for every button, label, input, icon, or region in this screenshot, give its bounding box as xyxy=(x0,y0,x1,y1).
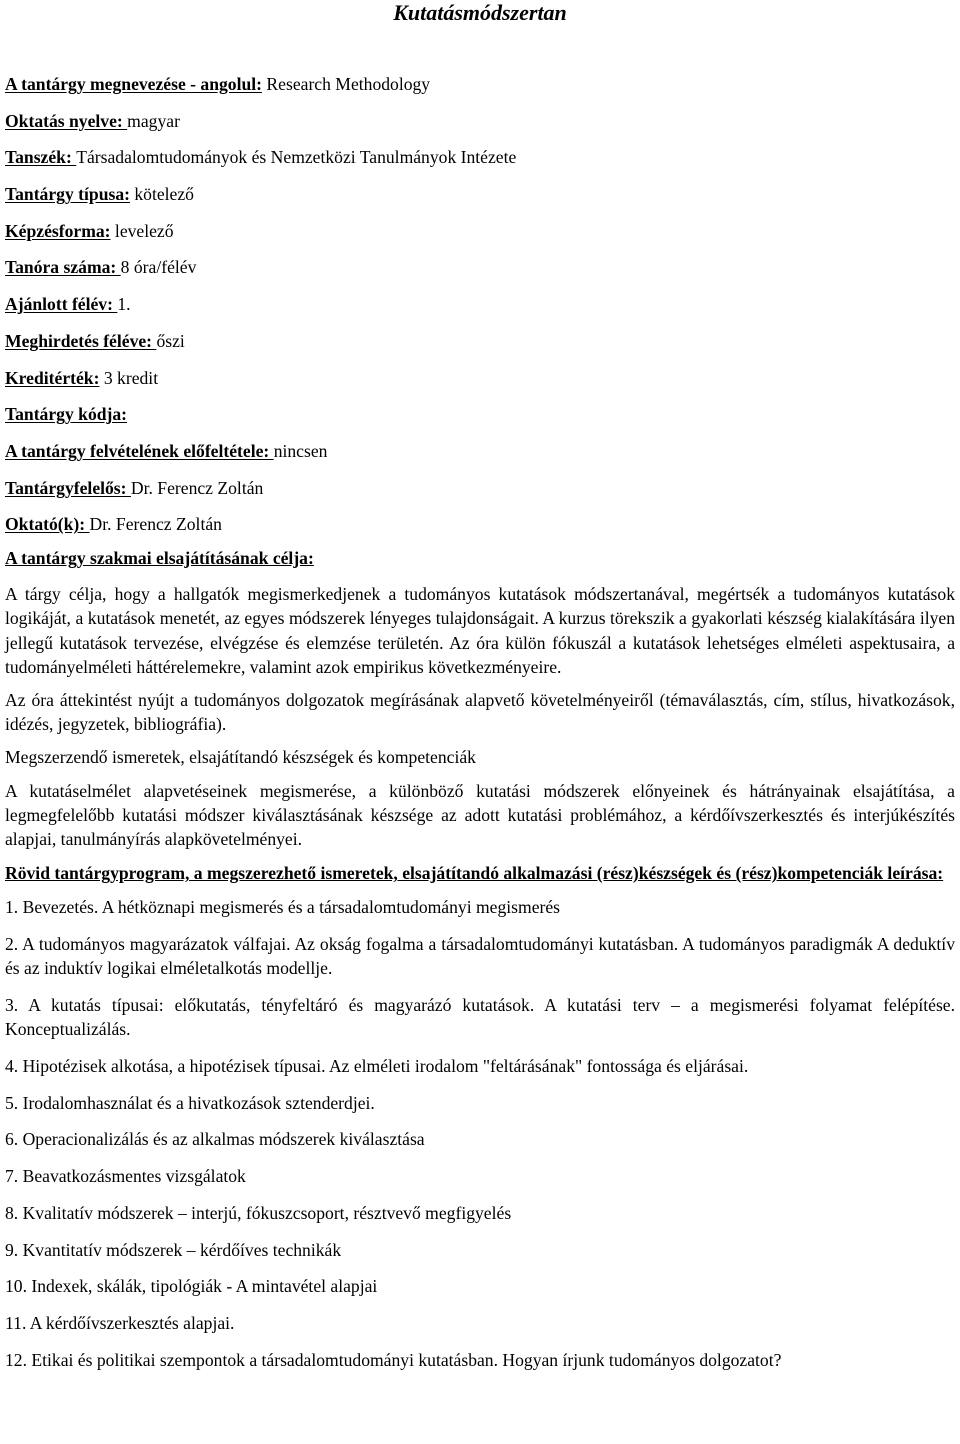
meta-value: kötelező xyxy=(129,184,194,205)
document-title: Kutatásmódszertan xyxy=(393,0,567,25)
meta-label: Tantárgyfelelős: xyxy=(5,477,131,498)
document-content xyxy=(0,72,960,1372)
meta-row-responsible xyxy=(5,476,955,513)
meta-value: őszi xyxy=(156,330,185,351)
meta-value: 8 óra/félév xyxy=(120,257,197,278)
meta-value: 3 kredit xyxy=(99,367,159,388)
competence-heading: Megszerzendő ismeretek, elsajátítandó készségek és kompetenciák xyxy=(5,747,476,768)
list-item: 10. Indexek, skálák, tipológiák - A mintavétel alapjai xyxy=(5,1276,378,1297)
meta-value: Dr. Ferencz Zoltán xyxy=(130,477,264,498)
meta-row-hours xyxy=(5,255,955,292)
meta-label: Oktatás nyelve: xyxy=(5,110,128,131)
meta-value: Dr. Ferencz Zoltán xyxy=(89,514,222,535)
list-item: 3. A kutatás típusai: előkutatás, tényfeltáró és magyarázó kutatások. A kutatási terv – a megismerési folyamat felépítése. Konceptualizálás. xyxy=(5,995,955,1040)
meta-label: Képzésforma: xyxy=(5,220,111,241)
meta-value: nincsen xyxy=(273,440,328,461)
course-metadata xyxy=(5,72,955,546)
list-item: 2. A tudományos magyarázatok válfajai. Az okság fogalma a társadalomtudományi kutatásban. A tudományos paradigmák A deduktív és az induktív logikai elméletalkotás modellje. xyxy=(5,934,955,979)
list-item: 6. Operacionalizálás és az alkalmas módszerek kiválasztása xyxy=(5,1129,425,1150)
meta-row-instructor xyxy=(5,512,955,546)
meta-value: magyar xyxy=(127,110,180,131)
meta-label: Tantárgy típusa: xyxy=(5,184,130,205)
competence-paragraph: A kutatáselmélet alapvetéseinek megismerése, a különböző kutatási módszerek előnyeinek és hátrányainak elsajátítása, a legmegfelelőbb kutatási módszer kiválasztásának készsége az adott kutatási problémához, a kérdőívszerkesztés és interjúkészítés alapjai, tanulmányírás alapkövetelményei. xyxy=(5,780,955,850)
meta-row-language xyxy=(5,109,955,146)
meta-row-course-type xyxy=(5,182,955,219)
goal-heading: A tantárgy szakmai elsajátításának célja: xyxy=(5,548,314,569)
meta-label: Meghirdetés féléve: xyxy=(5,330,157,351)
list-item: 12. Etikai és politikai szempontok a társadalomtudományi kutatásban. Hogyan írjunk tudományos dolgozatot? xyxy=(5,1349,782,1370)
meta-row-credit xyxy=(5,366,955,403)
meta-value: Research Methodology xyxy=(262,74,431,94)
meta-value: Társadalomtudományok és Nemzetközi Tanulmányok Intézete xyxy=(76,147,517,168)
meta-label: Kreditérték: xyxy=(5,367,100,388)
topic-list xyxy=(5,895,955,1371)
list-item: 1. Bevezetés. A hétköznapi megismerés és a társadalomtudományi megismerés xyxy=(5,897,561,918)
meta-value: 1. xyxy=(117,294,131,315)
list-item: 8. Kvalitatív módszerek – interjú, fókuszcsoport, résztvevő megfigyelés xyxy=(5,1202,512,1223)
meta-row-course-code xyxy=(5,402,955,439)
meta-label: Oktató(k): xyxy=(5,514,90,535)
list-item: 11. A kérdőívszerkesztés alapjai. xyxy=(5,1312,235,1333)
meta-row-announcement-semester xyxy=(5,329,955,366)
meta-row-prerequisite xyxy=(5,439,955,476)
meta-label: Tantárgy kódja: xyxy=(5,404,128,425)
goal-paragraph: Az óra áttekintést nyújt a tudományos dolgozatok megírásának alapvető követelményeiről (témaválasztás, cím, stílus, hivatkozások, idézés, jegyzetek, bibliográfia). xyxy=(5,690,955,735)
meta-label: A tantárgy felvételének előfeltétele: xyxy=(5,440,274,461)
meta-row-training-form xyxy=(5,219,955,256)
list-item: 7. Beavatkozásmentes vizsgálatok xyxy=(5,1166,246,1187)
program-heading: Rövid tantárgyprogram, a megszerezhető ismeretek, elsajátítandó alkalmazási (rész)készségek és (rész)kompetenciák leírása: xyxy=(5,863,944,884)
meta-label: Tanszék: xyxy=(5,147,77,168)
list-item: 4. Hipotézisek alkotása, a hipotézisek típusai. Az elméleti irodalom "feltárásának" fontossága és eljárásai. xyxy=(5,1056,749,1076)
meta-label: A tantárgy megnevezése - angolul: xyxy=(5,74,263,94)
meta-row-department xyxy=(5,145,955,182)
list-item: 5. Irodalomhasználat és a hivatkozások sztenderdjei. xyxy=(5,1092,375,1113)
meta-label: Tanóra száma: xyxy=(5,257,121,278)
list-item: 9. Kvantitatív módszerek – kérdőíves technikák xyxy=(5,1239,342,1260)
meta-row-recommended-semester xyxy=(5,292,955,329)
goal-paragraph: A tárgy célja, hogy a hallgatók megismerkedjenek a tudományos kutatások módszertanával, megértsék a tudományos kutatások logikáját, a kutatások menetét, az egyes módszerek lényeges tulajdonságait. A kurzus törekszik a gyakorlati készség kialakítására ilyen jellegű kutatások tervezése, elvégzése és elemzése területén. Az óra külön fókuszál a kutatások lehetséges elméleti aspektusaira, a tudományelméleti háttérelemekre, valamint azok empirikus következményeire. xyxy=(5,584,955,677)
meta-value: levelező xyxy=(110,220,174,241)
meta-label: Ajánlott félév: xyxy=(5,294,118,315)
meta-row-english-name xyxy=(5,72,955,109)
